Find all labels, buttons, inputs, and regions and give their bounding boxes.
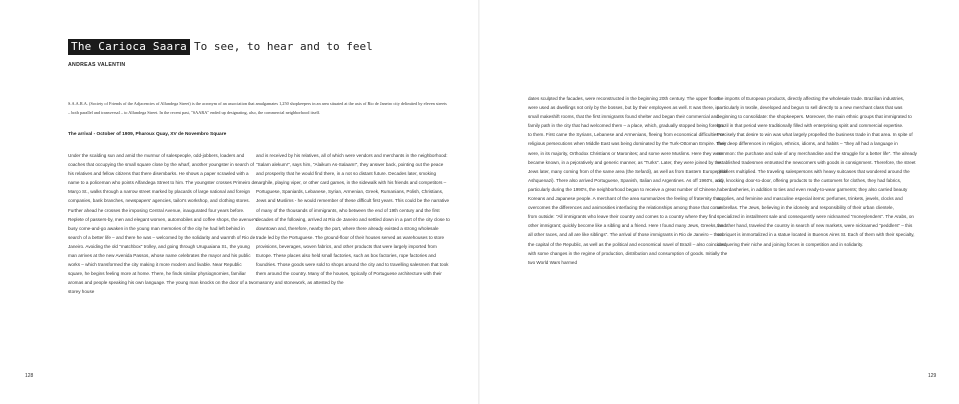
- title-subtitle: To see, to hear and to feel: [193, 40, 373, 53]
- article-title: [68, 39, 373, 55]
- page-number-left: 128: [25, 373, 34, 379]
- body-column-4: the imports of European products, directly affecting the wholesale trade. Brazilian industries, particularly in textile, developed and begun to sell directly to a new merchant class that was beginning to consolidate: the shopkeepers. Moreover, the main ethnic groups that immigrated to Brazil in that period were traditionally filled with enterprising spirit and commercial expertise. Precisely that desire to win was what largely propelled the business trade in that area. In spite of their deep differences in religion, ethnics, idioms, and habits – "they all had a language in common: the purchase and sale of any merchandise and the struggle for a better life". The already established tradesmen entrusted the newcomers with goods in consignment. Therefore, the street peddlers multiplied. The traveling salespersons with heavy suitcases that wondered around the city, knocking door-to-door, offering products to the customers for clothes, they had fabrics, haberdasheries, in addition to ties and even ready-to-wear garments; they also carried beauty supplies, and feminine and masculine especial items: perfumes, trinkets, jewels, clocks and umbrellas. The Jews, believing in the idoneity and responsibility of their urban clientele, specialized in installment sale and consequently were nicknamed "moneylenders". The Arabs, on the other hand, traveled the country in search of new markets, were nicknamed "peddlers" – this sobriquet is immortalized in a statue located in Buenos Aires St. Each of them with their specialty, conquering their niche and joining forces in competition and in solidarity.: [717, 96, 917, 247]
- intro-paragraph: S.A.A.R.A. (Society of Friends of the Adjacencies of Alfandega Street) is the acronym of an association that amalgamates 1,250 shopkeepers in an area situated at the axis of Rio de Janeiro city delimited by eleven streets – both parallel and transversal – to Alfandega Street. In the recent past, "SAARA" ended up designating, also, the commercial neighborhood itself.: [68, 101, 447, 115]
- left-page: [0, 0, 479, 404]
- section-heading: The arrival - October of 1909, Pharoux Quay, XV de Novembro Square: [68, 132, 227, 137]
- title-highlight: The Carioca Saara: [68, 39, 190, 55]
- right-page: [480, 0, 959, 404]
- page-number-right: 129: [928, 373, 937, 379]
- body-column-3: dates sculpted the facades, were reconstructed in the beginning 20th century. The upper floors were used as dwellings not only by the bosses, but by their employees as well. It was there, in small makeshift rooms, that the first immigrants found shelter and began their commercial and family path in the city that had welcomed them – a place, which, gradually stopped being foreign to them. First came the Syrians, Lebanese and Armenians, fleeing from economical difficulties or religious persecutions when Middle East was being dominated by the Turk-Ottoman Empire. They were, in its majority, Orthodox Christians or Maronites; and some were Muslims. Here they were became known, in a pejoratively and generic manner, as "Turks". Later, they were joined by the Jews later, many coming from of the same area (the Sefardi), as well as from Eastern Europe (the Ashquenazi). There also arrived Portuguese, Spanish, Italian and Argentines. As off 1960's, and particularly during the 1990's, the neighborhood began to receive a great number of Chinese, Koreans and Japanese people. A merchant of the area summarizes the feeling of fraternity that overcomes the differences and animosities interfacing the relationships among those that come from outside: "All immigrants who leave their country and comes to a country where they find other immigrant; quickly become like a sibling and a friend. Here I found many Jews, Greeks, and all other races, and all are like siblings". The arrival of those immigrants in Rio de Janeiro – then the capital of the Republic, as well as the political and economical navel of Brazil – also coincided with some changes in the regime of production, distribution and consumption of goods. Initially the two World Wars harmed: [528, 96, 728, 265]
- body-column-2: and is received by his relatives, all of which were vendors and merchants in the neighborhood: "Salam alekum!", says him, "Alaikum As-Salaam!", they answer back, pointing out the peace and prosperity that he would find there, in a not so distant future. Decades later, smoking narghile, playing viper, or other card games, in the sidewalk with his friends and competitors – Portuguese, Spaniards, Lebanese, Syrian, Armenian, Greek, Rumanians, Polish, Christians, Jews and Muslims - he would remember of these difficult first years. This could be the narrative of many of the thousands of immigrants, who between the end of 19th century and the first decades of the following, arrived at Rio de Janeiro and settled down in a part of the city close to downtown and, therefore, nearby the port, where there already existed a strong wholesale trade led by the Portuguese. The ground-floor of their houses served as warehouses to store provisions, beverages, woven fabrics, and other products that were largely imported from Europe. These places also held small factories, such as box factories, rope factories and foundries. Those goods were sold to shops around the city and to travelling salesmen that took them around the country. Many of the houses, typically of Portuguese architecture with their masonry and stonework, as attested by the: [256, 153, 450, 286]
- author-name: ANDREAS VALENTIN: [68, 62, 126, 68]
- body-column-1: Under the scalding sun and amid the murmur of salespeople, odd-jobbers, loaders and coaches that occupying the small square close by the wharf, another youngster in search of his relatives and fellow citizens that there disembarks. He shows a paper scrawled with a name to a policeman who points Alfandega Street to him. The youngster crosses Primeiro de Março St., walks through a narrow street marked by placards of large national and foreign companies, bank branches, newspapers' agencies, tailor's workshop, and clothing stores. Further ahead he crosses the imposing Central Avenue, inaugurated four years before. Replete of passers-by, men and elegant women, automobiles and coffee shops, the avenue's busy come-and-go awaken in the young man memories of the city he had left behind in search of a better life – and there he was – welcomed by the solidarity and warmth of Rio de Janeiro. Avoiding the old "matchbox" trolley, and going through Uruguaiana St., the young man arrives at the new Avenida Passos, whose name celebrates the mayor and his public works – which transformed the city making it more modern and livable. Near Republic square, he begins feeling more at home. There, he finds similar physiognomies, familiar aromas and people speaking his own language. The young man knocks on the door of a two storey house: [68, 153, 258, 295]
